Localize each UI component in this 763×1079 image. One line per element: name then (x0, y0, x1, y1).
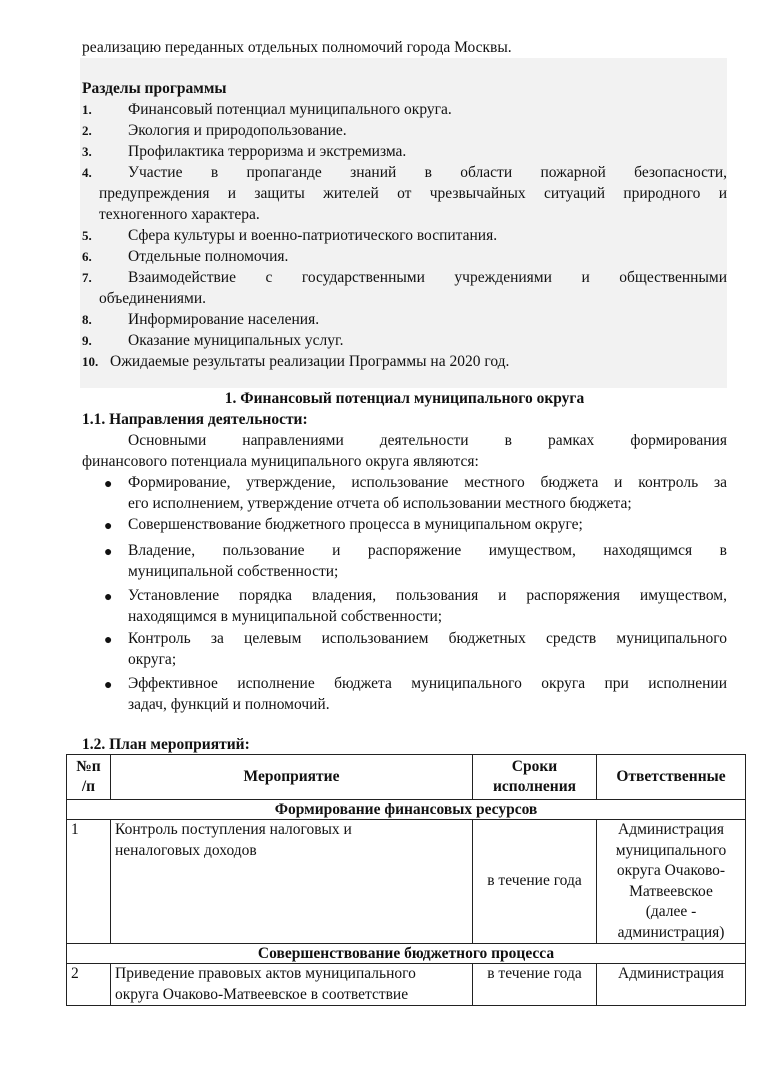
cell-num: 1 (67, 820, 111, 944)
section-item: Профилактика терроризма и экстремизма. (128, 143, 407, 160)
section-item: Финансовый потенциал муниципального округа. (128, 101, 452, 118)
section-item-line: Участие в пропаганде знаний в области пожарной безопасности, (128, 164, 727, 181)
chapter-title: 1. Финансовый потенциал муниципального округа (224, 390, 585, 407)
section-num: 5. (82, 228, 92, 243)
bullet-icon: ● (104, 678, 113, 693)
intro-line: Основными направлениями деятельности в рамках формирования (128, 432, 727, 449)
intro-line: финансового потенциала муниципального округа являются: (82, 453, 479, 470)
plan-table (66, 754, 746, 1006)
bullet-line: муниципальной собственности; (128, 563, 339, 580)
cell-event-line: неналоговых доходов (115, 841, 257, 859)
table-row (67, 820, 746, 944)
section-item: Оказание муниципальных услуг. (128, 332, 344, 349)
cell-num: 2 (67, 964, 111, 1006)
table-row (67, 964, 746, 1006)
header-term (473, 755, 597, 800)
section-num: 1. (82, 102, 92, 117)
cell-event-line: Приведение правовых актов муниципального (115, 965, 416, 982)
cell-event-line: округа Очаково-Матвеевское в соответствие (115, 985, 409, 1003)
header-event: Мероприятие (111, 755, 473, 800)
section-num: 10. (82, 354, 99, 369)
bullet-line: Владение, пользование и распоряжение имуществом, находящимся в (128, 542, 727, 559)
cell-responsible-line: Администрация (618, 821, 724, 838)
section-item: Отдельные полномочия. (128, 248, 289, 265)
section-item: Сфера культуры и военно-патриотического воспитания. (128, 227, 498, 244)
section-item: Экология и природопользование. (128, 122, 347, 139)
section-item-line: техногенного характера. (99, 206, 260, 223)
cell-event (111, 964, 473, 1006)
section-num: 2. (82, 123, 92, 138)
bullet-icon: ● (104, 477, 113, 492)
section-item-line: объединениями. (99, 290, 206, 307)
bullet-icon: ● (104, 590, 113, 605)
cell-responsible-line: муниципального (615, 841, 727, 859)
table-section-row (67, 944, 746, 964)
top-line: реализацию переданных отдельных полномочий города Москвы. (82, 39, 512, 56)
section-num: 7. (82, 270, 92, 285)
section-num: 6. (82, 249, 92, 264)
section-num: 4. (82, 165, 92, 180)
subsection-heading: 1.2. План мероприятий: (82, 736, 250, 753)
bullet-line: задач, функций и полномочий. (128, 696, 330, 713)
cell-event-line: Контроль поступления налоговых и (115, 821, 352, 838)
bullet-line: Установление порядка владения, пользования и распоряжения имуществом, (128, 587, 727, 604)
header-num (67, 755, 111, 800)
bullet-icon: ● (104, 633, 113, 648)
bullet-line: его исполнением, утверждение отчета об использовании местного бюджета; (128, 495, 632, 512)
bullet-line: округа; (128, 651, 177, 668)
section-num: 9. (82, 333, 92, 348)
bullet-line: Формирование, утверждение, использование местного бюджета и контроль за (128, 474, 727, 491)
header-num-line: /п (81, 778, 96, 795)
section-item: Информирование населения. (128, 311, 320, 328)
cell-responsible-line: (далее - (645, 903, 697, 920)
section-num: 3. (82, 144, 92, 159)
section-title: Совершенствование бюджетного процесса (67, 944, 746, 964)
cell-responsible: Администрация (597, 964, 746, 1006)
section-item: Ожидаемые результаты реализации Программы на 2020 год. (110, 353, 510, 370)
bullet-icon: ● (104, 545, 113, 560)
cell-responsible-line: Матвеевское (629, 882, 713, 900)
table-header-row (67, 755, 746, 800)
bullet-line: находящимся в муниципальной собственности; (128, 608, 443, 625)
cell-term: в течение года (473, 820, 597, 944)
header-num-line: №п (76, 758, 101, 775)
cell-responsible-line: администрация) (617, 923, 725, 941)
bullet-line: Контроль за целевым использованием бюджетных средств муниципального (128, 630, 727, 647)
section-item-line: Взаимодействие с государственными учреждениями и общественными (128, 269, 727, 286)
sections-heading: Разделы программы (82, 80, 227, 97)
bullet-line: Эффективное исполнение бюджета муниципального округа при исполнении (128, 675, 727, 692)
bullet-line: Совершенствование бюджетного процесса в муниципальном округе; (128, 516, 583, 533)
header-responsible: Ответственные (597, 755, 746, 800)
bullet-icon: ● (104, 519, 113, 534)
cell-term: в течение года (473, 964, 597, 1006)
header-term-line: Сроки (511, 758, 558, 775)
section-item-line: предупреждения и защиты жителей от чрезвычайных ситуаций природного и (99, 185, 727, 202)
table-section-row (67, 800, 746, 820)
section-num: 8. (82, 312, 92, 327)
subsection-heading: 1.1. Направления деятельности: (82, 411, 308, 428)
cell-event (111, 820, 473, 944)
section-title: Формирование финансовых ресурсов (67, 800, 746, 820)
cell-responsible-line: округа Очаково- (616, 862, 726, 879)
header-term-line: исполнения (492, 778, 577, 795)
cell-responsible (597, 820, 746, 944)
